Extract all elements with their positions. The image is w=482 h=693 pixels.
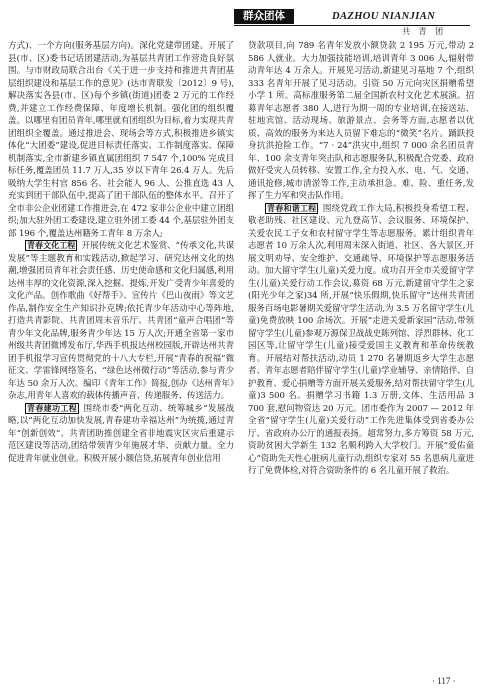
project-heading: 青春建功工程 xyxy=(27,403,78,413)
page-number: · 117 · xyxy=(432,676,456,686)
paragraph-text: 围绕党政工作大局,积极投身希望工程、敬老助残、社区建设、元九登高节、会议服务、环境保护、关爱农民工子女和农村留守学生等志愿服务。累计组织青年志愿者 10 万余人次,利用周末深入街道、社区、各大景区,开展文明劝导、安全维护、交通疏导、环境保护等志愿服务活动。加大留守学生(儿童)关爱力度。成功召开全市关爱留守学生(儿童)关爱行动工作会议,募资 68 万元,新建留守学生之家(阳光少年之家)34 所,开展“快乐假期,快乐留守”达州共青团服务百场电影暑期关爱留守学生活动,为 3.5 万名留守学生(儿童)免费放映 100 余场次。开展“走进关爱新家园”活动,带领留守学生(儿童)参观万源保卫战战史陈列馆、浮烈群林、化工园区等,让留守学生(儿童)接受爱国主义教育和革命传统教育。开展结对帮扶活动,动员 1 270 名暑期返乡大学生志愿者、青年志愿者陪伴留守学生(儿童)学业辅导、亲情陪伴、自护教育、爱心捐赠等方面开展关爱服务,结对帮扶留守学生(儿童)3 500 名。捐赠学习书籍 1.3 万册,文体、生活用品 3 700 套,慰问物资达 20 万元。团市委作为 2007 — 2012 年全省“留守学生(儿童)关爱行动”工作先进集体受到省委办公厅、省政府办公厅的通报表扬。超常努力,多方筹资 58 万元,资助贫困大学新生 132 名顺利跨入大学校门。开展“爱佑童心”资助先天性心脏病儿童行动,组织专家对 55 名患病儿童进行了免费体检,对符合资助条件的 6 名儿童开展了救治。 xyxy=(248,203,475,476)
paragraph: 方式)、一个方向(服务基层方向)。深化党建带团建。开展了县(市、区)委书记话团建活动,为基层共青团工作营造良好氛围。与市财政局联合出台《关于进一步支持和推进共青团基层组织建设和基层工作的意见》(达市青联发〔2012〕9 号),解决落实各县(市、区)每个乡镇(街道)团委 2 万元的工作经费,并建立工作经费保障、年度增长机制。强化团的组织覆盖。以哪里有团员青年,哪里就有团组织为目标,着力实现共青团组织全覆盖。通过推进会、现场会等方式,积极推进乡镇实体化“大团委”建设,促进目标责任落实、工作制度落实、保障机制落实,全市新建乡镇直属团组织 7 547 个,100% 完成目标任务,覆盖团员 11.7 万人,35 岁以下青年 26.4 万人。先后吸纳大学生村官 856 名、社会能人 96 人、公推直选 43 人充实到团干部队伍中,提高了团干部队伍的整体水平。召开了全市非公企业团建工作推进会,在 472 家非公企业中建立团组织;加大驻外团工委建设,建立驻外团工委 44 个,基层驻外团支部 196 个,覆盖达州籍务工青年 8 万余人; xyxy=(8,41,234,239)
paragraph-text: 开展传统文化艺术鉴赏、“传承文化,共谋发展”等主题教育和实践活动,掀起学习、研究达州文化的热潮,增强团员青年社会责任感、历史使命感和文化归属感,利用达州丰厚的文化资源,深入挖掘、提炼,开发广受青少年喜爱的文化产品。创作歌曲《好帮手》、宣传片《巴山夜雨》等文艺作品,制作安全生产知识扑克牌;依托青少年活动中心等阵地,打造共青影院、共青团周末音乐厅、共青团“童声合唱团”等青少年文化品牌,服务青少年达 15 万人次;开通全省第一家市州级共青团微博发布厅,华西手机报达州校园版,开辟达州共青团手机报学习宣传贯彻党的十八大专栏,开展“青春的祝福”微征文、学雷锋网络签名、“绿色达州微行动”等活动,参与青少年达 50 余万人次。编印《青年工作》简报,创办《达州青年》杂志,用青年人喜欢的载体传播声音、传递服务、传送活力。 xyxy=(8,241,234,401)
paragraph xyxy=(8,240,234,403)
journal-title: DAZHOU NIANJIAN xyxy=(332,11,436,22)
left-column xyxy=(8,40,234,465)
paragraph: 贷款项目,向 789 名青年发放小额贷款 2 195 万元,带动 2 586 人就业。大力加强技能培训,培训青年 3 006 人,辐射带动青年达 4 万余人。开展见习活动,新建见习基地 7 个,组织 333 名青年开展了见习活动。引资 50 万元向灾区捐赠希望小学 1 所。高标准服务第二届全国新农村文化艺术展演。招募青年志愿者 380 人,进行为期一周的专业培训,在接送站、驻地宾馆、活动现场、旅游景点、会务等方面,志愿者以优质、高效的服务为来达人员留下难忘的“微笑”名片。踊跃投身抗洪抢险工作。“7 · 24”洪灾中,组织 7 000 余名团员青年、100 余支青年突击队和志愿服务队,积极配合党委、政府做好受灾人员转移、安置工作,全力投入水、电、气、交通、通讯抢修,城市清淤等工作,主动承担急、难、险、重任务,发挥了生力军和突击队作用。 xyxy=(248,41,474,201)
right-column xyxy=(248,40,474,478)
section-subtitle: 共 青 团 xyxy=(402,27,447,36)
paragraph xyxy=(248,203,474,478)
project-heading: 青春和谐工程 xyxy=(267,203,317,213)
paragraph-text: 围绕市委“两化互动、统筹城乡”发展战略,以“两化互动加快发展,青春建功幸福达州”为统揽,通过青年“创新创效”、共青团助推创建全省非地震灾区灾后重建示范区建设等活动,团结带领青少年施展才华、贡献力量。全力促进青年就业创业。积极开展小额信贷,拓展青年创业信用 xyxy=(8,403,234,464)
section-title: 群众团体 xyxy=(234,9,294,24)
page-header xyxy=(0,0,482,40)
project-heading: 青春文化工程 xyxy=(27,241,76,250)
paragraph xyxy=(8,403,234,466)
header-rule xyxy=(234,25,470,26)
